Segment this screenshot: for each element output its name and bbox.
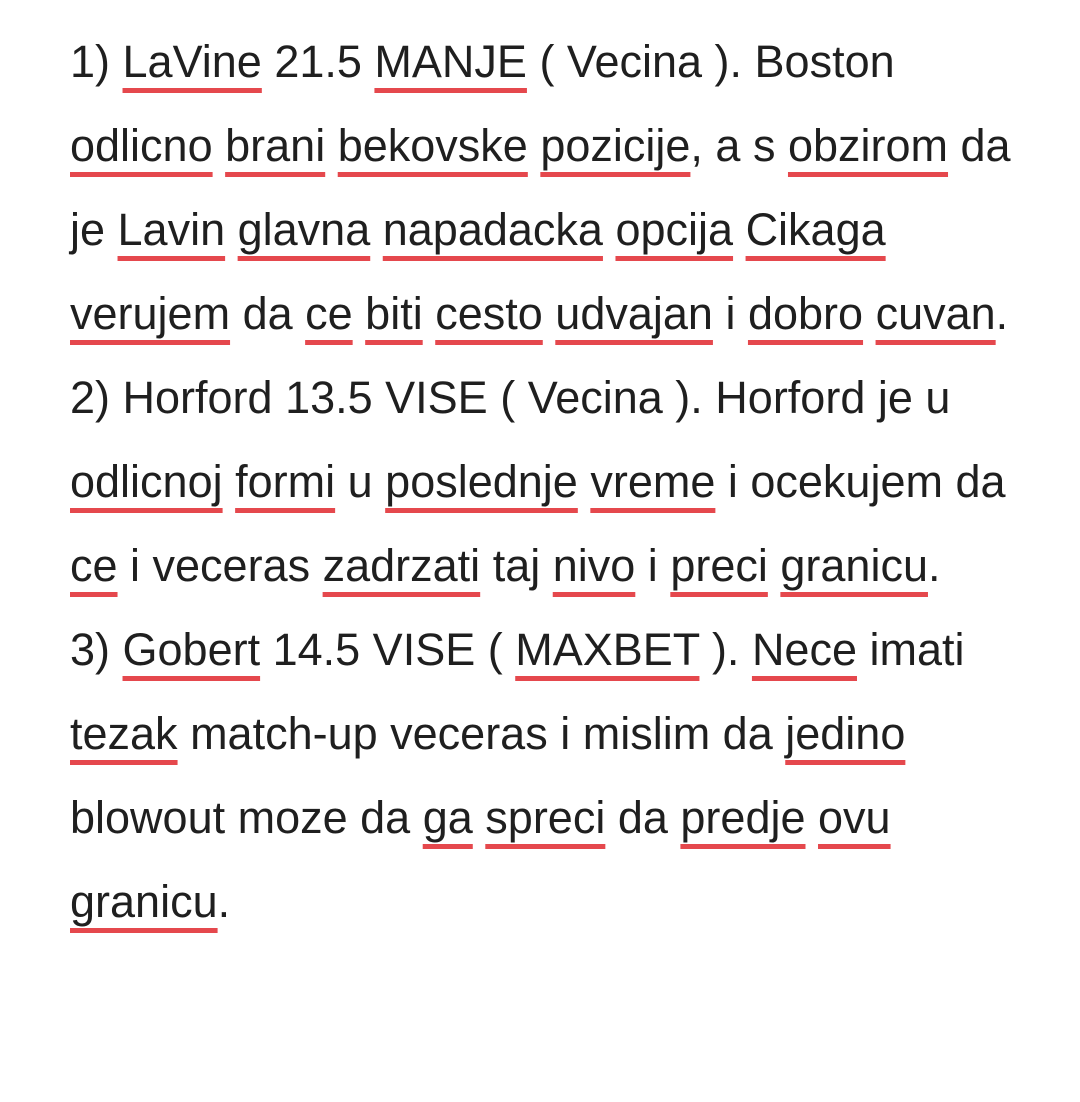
misspelled-word[interactable]: glavna [237,204,371,255]
misspelled-word[interactable]: odlicno [70,120,213,171]
pick-text[interactable] [70,608,1020,944]
misspelled-word[interactable]: cuvan [875,288,996,339]
misspelled-word[interactable]: formi [235,456,336,507]
text-run[interactable]: ( Vecina ). Boston [526,36,895,87]
text-run[interactable]: imati [857,624,965,675]
text-run[interactable]: i [635,540,671,591]
misspelled-word[interactable]: MANJE [374,36,527,87]
text-run[interactable]: 3) [70,624,123,675]
text-run[interactable]: i ocekujem da [715,456,1006,507]
misspelled-word[interactable]: bekovske [337,120,528,171]
misspelled-word[interactable]: MAXBET [515,624,700,675]
text-run[interactable] [353,288,366,339]
text-run[interactable]: 1) [70,36,123,87]
misspelled-word[interactable]: poslednje [385,456,578,507]
misspelled-word[interactable]: ga [422,792,473,843]
text-run[interactable]: . [995,288,1009,339]
text-run[interactable]: 21.5 [261,36,375,87]
misspelled-word[interactable]: granicu [780,540,928,591]
misspelled-word[interactable]: opcija [615,204,734,255]
misspelled-word[interactable]: verujem [70,288,231,339]
misspelled-word[interactable]: LaVine [122,36,262,87]
misspelled-word[interactable]: udvajan [555,288,713,339]
misspelled-word[interactable]: nivo [552,540,636,591]
text-run[interactable] [578,456,591,507]
pick-text[interactable] [70,20,1020,356]
text-run[interactable] [603,204,616,255]
text-run[interactable] [863,288,876,339]
text-run[interactable]: match-up veceras i mislim da [177,708,786,759]
text-run[interactable]: . [927,540,941,591]
text-run[interactable]: da [230,288,306,339]
text-run[interactable]: taj [480,540,553,591]
text-run[interactable]: da je [70,120,1011,255]
misspelled-word[interactable]: zadrzati [322,540,481,591]
text-run[interactable]: i veceras [117,540,323,591]
misspelled-word[interactable]: vreme [590,456,716,507]
misspelled-word[interactable]: napadacka [382,204,603,255]
misspelled-word[interactable]: predje [680,792,806,843]
text-run[interactable]: 14.5 VISE ( [260,624,516,675]
misspelled-word[interactable]: granicu [70,876,218,927]
misspelled-word[interactable]: obzirom [787,120,949,171]
misspelled-word[interactable]: Cikaga [745,204,886,255]
text-run[interactable] [225,204,238,255]
text-run[interactable]: . [217,876,231,927]
text-run[interactable] [806,792,819,843]
misspelled-word[interactable]: spreci [485,792,606,843]
misspelled-word[interactable]: biti [365,288,423,339]
text-run[interactable] [325,120,338,171]
text-run[interactable] [733,204,746,255]
misspelled-word[interactable]: ce [70,540,118,591]
misspelled-word[interactable]: brani [225,120,326,171]
misspelled-word[interactable]: ovu [818,792,891,843]
misspelled-word[interactable]: dobro [747,288,864,339]
text-run[interactable]: i [712,288,748,339]
text-run[interactable] [528,120,541,171]
misspelled-word[interactable]: Nece [751,624,857,675]
misspelled-word[interactable]: jedino [785,708,906,759]
pick-text[interactable] [70,356,1020,608]
text-run[interactable] [370,204,383,255]
misspelled-word[interactable]: Gobert [122,624,261,675]
text-run[interactable]: blowout moze da [70,792,423,843]
text-run[interactable]: , a s [690,120,788,171]
text-run[interactable] [543,288,556,339]
misspelled-word[interactable]: ce [305,288,353,339]
text-run[interactable]: u [335,456,386,507]
text-run[interactable]: da [605,792,681,843]
misspelled-word[interactable]: cesto [435,288,543,339]
misspelled-word[interactable]: Lavin [117,204,226,255]
misspelled-word[interactable]: preci [670,540,768,591]
misspelled-word[interactable]: odlicnoj [70,456,223,507]
pick-paragraph-1[interactable] [70,20,1020,356]
misspelled-word[interactable]: pozicije [540,120,691,171]
text-run[interactable]: ). [699,624,752,675]
text-run[interactable] [473,792,486,843]
pick-paragraph-3[interactable] [70,608,1020,944]
text-run[interactable] [768,540,781,591]
text-run[interactable] [213,120,226,171]
text-run[interactable]: 2) Horford 13.5 VISE ( Vecina ). Horford je u [70,372,951,423]
text-run[interactable] [223,456,236,507]
pick-paragraph-2[interactable] [70,356,1020,608]
misspelled-word[interactable]: tezak [70,708,178,759]
text-run[interactable] [423,288,436,339]
